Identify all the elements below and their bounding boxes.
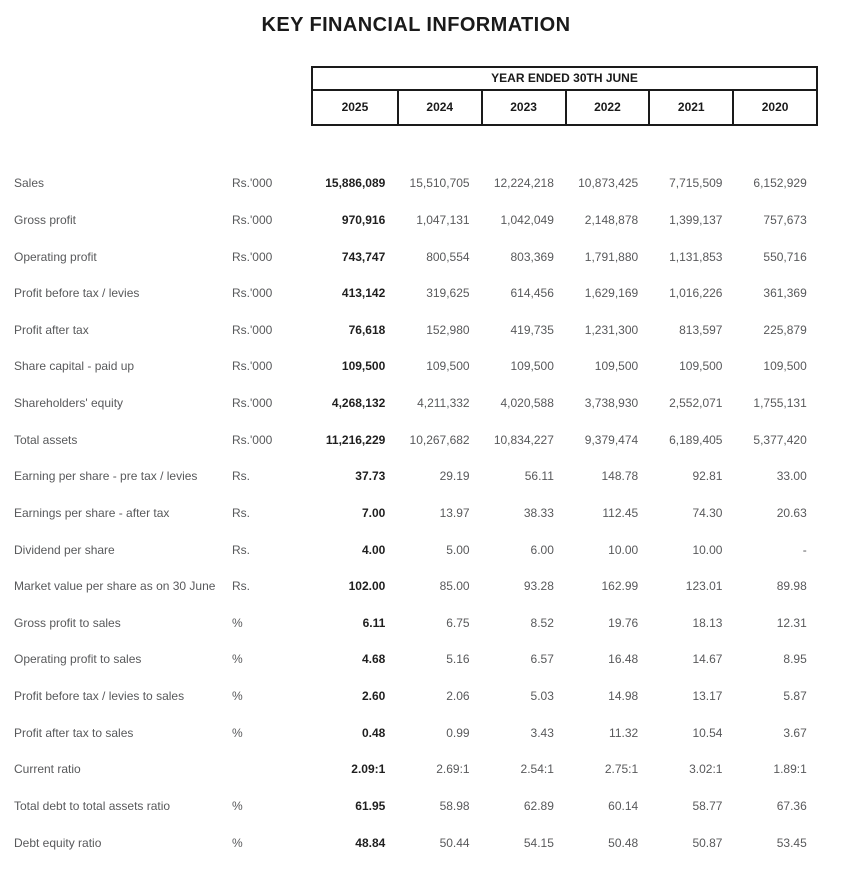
year-header-caption: YEAR ENDED 30TH JUNE (313, 68, 816, 91)
row-unit: Rs. (232, 579, 250, 594)
value-cell-2024: 0.99 (446, 725, 470, 740)
value-cell-2020: 12.31 (776, 615, 807, 630)
value-cell-2020: 53.45 (776, 835, 807, 850)
value-cell-2024: 4,211,332 (417, 396, 470, 411)
value-cell-2025: 37.73 (355, 469, 386, 484)
value-cell-2024: 6.75 (446, 615, 470, 630)
value-cell-2022: 148.78 (601, 469, 639, 484)
value-cell-2023: 38.33 (523, 505, 554, 520)
table-row (0, 641, 850, 678)
row-label: Current ratio (14, 762, 81, 777)
value-cell-2020: 67.36 (776, 798, 807, 813)
value-cell-2024: 85.00 (439, 579, 470, 594)
value-cell-2023: 419,735 (510, 322, 554, 337)
value-cell-2022: 60.14 (608, 798, 639, 813)
table-row (0, 788, 850, 825)
value-cell-2021: 74.30 (692, 505, 723, 520)
table-row (0, 202, 850, 239)
table-row (0, 678, 850, 715)
value-cell-2024: 50.44 (439, 835, 470, 850)
value-cell-2024: 319,625 (426, 286, 470, 301)
value-cell-2024: 2.69:1 (436, 762, 470, 777)
row-label: Gross profit to sales (14, 615, 121, 630)
value-cell-2023: 803,369 (510, 249, 554, 264)
value-cell-2024: 29.19 (439, 469, 470, 484)
value-cell-2025: 413,142 (341, 286, 386, 301)
value-cell-2025: 4.00 (361, 542, 386, 557)
value-cell-2021: 10.54 (692, 725, 723, 740)
value-cell-2023: 1,042,049 (500, 212, 554, 227)
financial-table-body (0, 165, 850, 861)
value-cell-2022: 162.99 (601, 579, 639, 594)
table-row (0, 421, 850, 458)
value-cell-2023: 93.28 (523, 579, 554, 594)
value-cell-2025: 6.11 (362, 615, 386, 630)
row-label: Gross profit (14, 212, 77, 227)
value-cell-2025: 2.60 (361, 689, 386, 704)
value-cell-2024: 2.06 (446, 689, 470, 704)
value-cell-2023: 8.52 (530, 615, 554, 630)
value-cell-2020: - (802, 542, 807, 557)
row-label: Total debt to total assets ratio (14, 798, 171, 813)
value-cell-2023: 2.54:1 (520, 762, 554, 777)
value-cell-2020: 6,152,929 (753, 176, 807, 191)
value-cell-2022: 19.76 (608, 615, 639, 630)
value-cell-2021: 3.02:1 (689, 762, 723, 777)
row-label: Earnings per share - after tax (14, 505, 170, 520)
value-cell-2020: 33.00 (776, 469, 807, 484)
value-cell-2024: 800,554 (426, 249, 470, 264)
row-label: Profit after tax to sales (14, 725, 134, 740)
value-cell-2022: 14.98 (608, 689, 639, 704)
page-title: KEY FINANCIAL INFORMATION (261, 14, 571, 36)
row-label: Operating profit (14, 249, 97, 264)
value-cell-2021: 1,131,853 (669, 249, 723, 264)
value-cell-2024: 1,047,131 (416, 212, 470, 227)
row-unit: Rs. (232, 542, 250, 557)
value-cell-2021: 7,715,509 (669, 176, 723, 191)
table-row (0, 385, 850, 422)
table-row (0, 348, 850, 385)
value-cell-2022: 9,379,474 (584, 432, 639, 447)
value-cell-2025: 76,618 (348, 322, 386, 337)
value-cell-2022: 10.00 (608, 542, 639, 557)
row-unit: Rs. (232, 505, 250, 520)
year-header-row (313, 91, 816, 124)
row-unit: % (232, 725, 243, 740)
value-cell-2023: 5.03 (530, 689, 554, 704)
value-cell-2020: 361,369 (763, 286, 807, 301)
value-cell-2024: 58.98 (439, 798, 470, 813)
value-cell-2023: 54.15 (523, 835, 554, 850)
value-cell-2024: 15,510,705 (409, 176, 470, 191)
value-cell-2023: 6.57 (530, 652, 554, 667)
value-cell-2022: 11.32 (609, 725, 639, 740)
value-cell-2021: 109,500 (679, 359, 723, 374)
value-cell-2021: 18.13 (692, 615, 723, 630)
value-cell-2023: 6.00 (530, 542, 554, 557)
value-cell-2021: 92.81 (692, 469, 723, 484)
row-label: Shareholders' equity (14, 396, 124, 411)
row-label: Profit after tax (14, 322, 89, 337)
table-row (0, 714, 850, 751)
table-row (0, 568, 850, 605)
value-cell-2025: 61.95 (355, 798, 386, 813)
value-cell-2022: 1,231,300 (584, 322, 639, 337)
value-cell-2021: 50.87 (692, 835, 723, 850)
value-cell-2025: 4.68 (361, 652, 386, 667)
value-cell-2025: 970,916 (341, 212, 386, 227)
value-cell-2020: 89.98 (776, 579, 807, 594)
row-label: Earning per share - pre tax / levies (14, 469, 198, 484)
table-row (0, 312, 850, 349)
value-cell-2020: 550,716 (763, 249, 807, 264)
row-unit: % (232, 835, 243, 850)
table-row (0, 458, 850, 495)
row-unit: Rs.'000 (232, 359, 273, 374)
value-cell-2023: 56.11 (524, 469, 554, 484)
value-cell-2023: 62.89 (523, 798, 554, 813)
value-cell-2024: 152,980 (426, 322, 470, 337)
value-cell-2022: 109,500 (594, 359, 639, 374)
value-cell-2021: 58.77 (692, 798, 723, 813)
value-cell-2022: 112.45 (602, 505, 639, 520)
value-cell-2022: 1,791,880 (584, 249, 639, 264)
row-unit: % (232, 689, 243, 704)
table-row (0, 165, 850, 202)
row-unit: Rs. (232, 469, 250, 484)
table-row (0, 751, 850, 788)
table-row (0, 824, 850, 861)
value-cell-2024: 109,500 (426, 359, 470, 374)
value-cell-2025: 109,500 (341, 359, 386, 374)
value-cell-2022: 50.48 (608, 835, 639, 850)
row-unit: Rs.'000 (232, 322, 273, 337)
value-cell-2021: 1,399,137 (669, 212, 723, 227)
value-cell-2023: 109,500 (510, 359, 554, 374)
value-cell-2023: 614,456 (510, 286, 554, 301)
year-column-header: 2021 (648, 91, 732, 124)
value-cell-2025: 11,216,229 (325, 432, 386, 447)
row-label: Profit before tax / levies to sales (14, 689, 185, 704)
value-cell-2024: 13.97 (439, 505, 470, 520)
value-cell-2022: 1,629,169 (584, 286, 639, 301)
value-cell-2025: 48.84 (355, 835, 386, 850)
value-cell-2020: 8.95 (783, 652, 807, 667)
value-cell-2025: 102.00 (348, 579, 386, 594)
row-label: Operating profit to sales (14, 652, 142, 667)
row-unit: Rs.'000 (232, 286, 273, 301)
row-label: Sales (14, 176, 45, 191)
value-cell-2025: 2.09:1 (351, 762, 386, 777)
value-cell-2021: 123.01 (685, 579, 723, 594)
row-label: Debt equity ratio (14, 835, 102, 850)
year-column-header: 2020 (732, 91, 816, 124)
row-label: Dividend per share (14, 542, 115, 557)
value-cell-2025: 0.48 (361, 725, 386, 740)
table-row (0, 531, 850, 568)
value-cell-2021: 2,552,071 (669, 396, 723, 411)
value-cell-2021: 6,189,405 (669, 432, 723, 447)
value-cell-2024: 10,267,682 (409, 432, 470, 447)
value-cell-2021: 14.67 (692, 652, 723, 667)
row-unit: Rs.'000 (232, 396, 273, 411)
row-label: Total assets (14, 432, 78, 447)
table-row (0, 605, 850, 642)
value-cell-2022: 2,148,878 (584, 212, 639, 227)
value-cell-2020: 757,673 (763, 212, 807, 227)
row-unit: Rs.'000 (232, 432, 273, 447)
value-cell-2022: 3,738,930 (584, 396, 639, 411)
year-column-header: 2022 (565, 91, 649, 124)
year-column-header: 2023 (481, 91, 565, 124)
value-cell-2020: 225,879 (763, 322, 807, 337)
value-cell-2020: 5.87 (783, 689, 807, 704)
value-cell-2023: 10,834,227 (493, 432, 554, 447)
table-row (0, 275, 850, 312)
value-cell-2024: 5.00 (446, 542, 470, 557)
table-row (0, 238, 850, 275)
value-cell-2023: 12,224,218 (493, 176, 554, 191)
value-cell-2020: 1,755,131 (753, 396, 807, 411)
row-unit: Rs.'000 (232, 249, 273, 264)
value-cell-2021: 1,016,226 (669, 286, 723, 301)
value-cell-2020: 20.63 (776, 505, 807, 520)
value-cell-2023: 4,020,588 (500, 396, 554, 411)
table-row (0, 495, 850, 532)
value-cell-2021: 813,597 (679, 322, 723, 337)
value-cell-2025: 15,886,089 (325, 176, 386, 191)
value-cell-2020: 5,377,420 (753, 432, 807, 447)
value-cell-2020: 1.89:1 (773, 762, 807, 777)
value-cell-2024: 5.16 (446, 652, 470, 667)
value-cell-2022: 16.48 (608, 652, 639, 667)
year-header-table (311, 66, 818, 126)
value-cell-2025: 743,747 (341, 249, 386, 264)
row-unit: % (232, 652, 243, 667)
row-label: Profit before tax / levies (14, 286, 140, 301)
value-cell-2022: 2.75:1 (604, 762, 639, 777)
value-cell-2022: 10,873,425 (578, 176, 639, 191)
value-cell-2025: 7.00 (361, 505, 386, 520)
row-unit: % (232, 798, 243, 813)
value-cell-2020: 3.67 (783, 725, 807, 740)
value-cell-2021: 10.00 (692, 542, 723, 557)
value-cell-2025: 4,268,132 (331, 396, 386, 411)
value-cell-2020: 109,500 (763, 359, 807, 374)
row-unit: % (232, 615, 243, 630)
value-cell-2023: 3.43 (530, 725, 554, 740)
row-unit: Rs.'000 (232, 212, 273, 227)
value-cell-2021: 13.17 (692, 689, 723, 704)
row-unit: Rs.'000 (232, 176, 273, 191)
row-label: Market value per share as on 30 June (14, 579, 216, 594)
year-column-header: 2025 (341, 100, 369, 114)
row-label: Share capital - paid up (14, 359, 135, 374)
year-column-header: 2024 (397, 91, 481, 124)
